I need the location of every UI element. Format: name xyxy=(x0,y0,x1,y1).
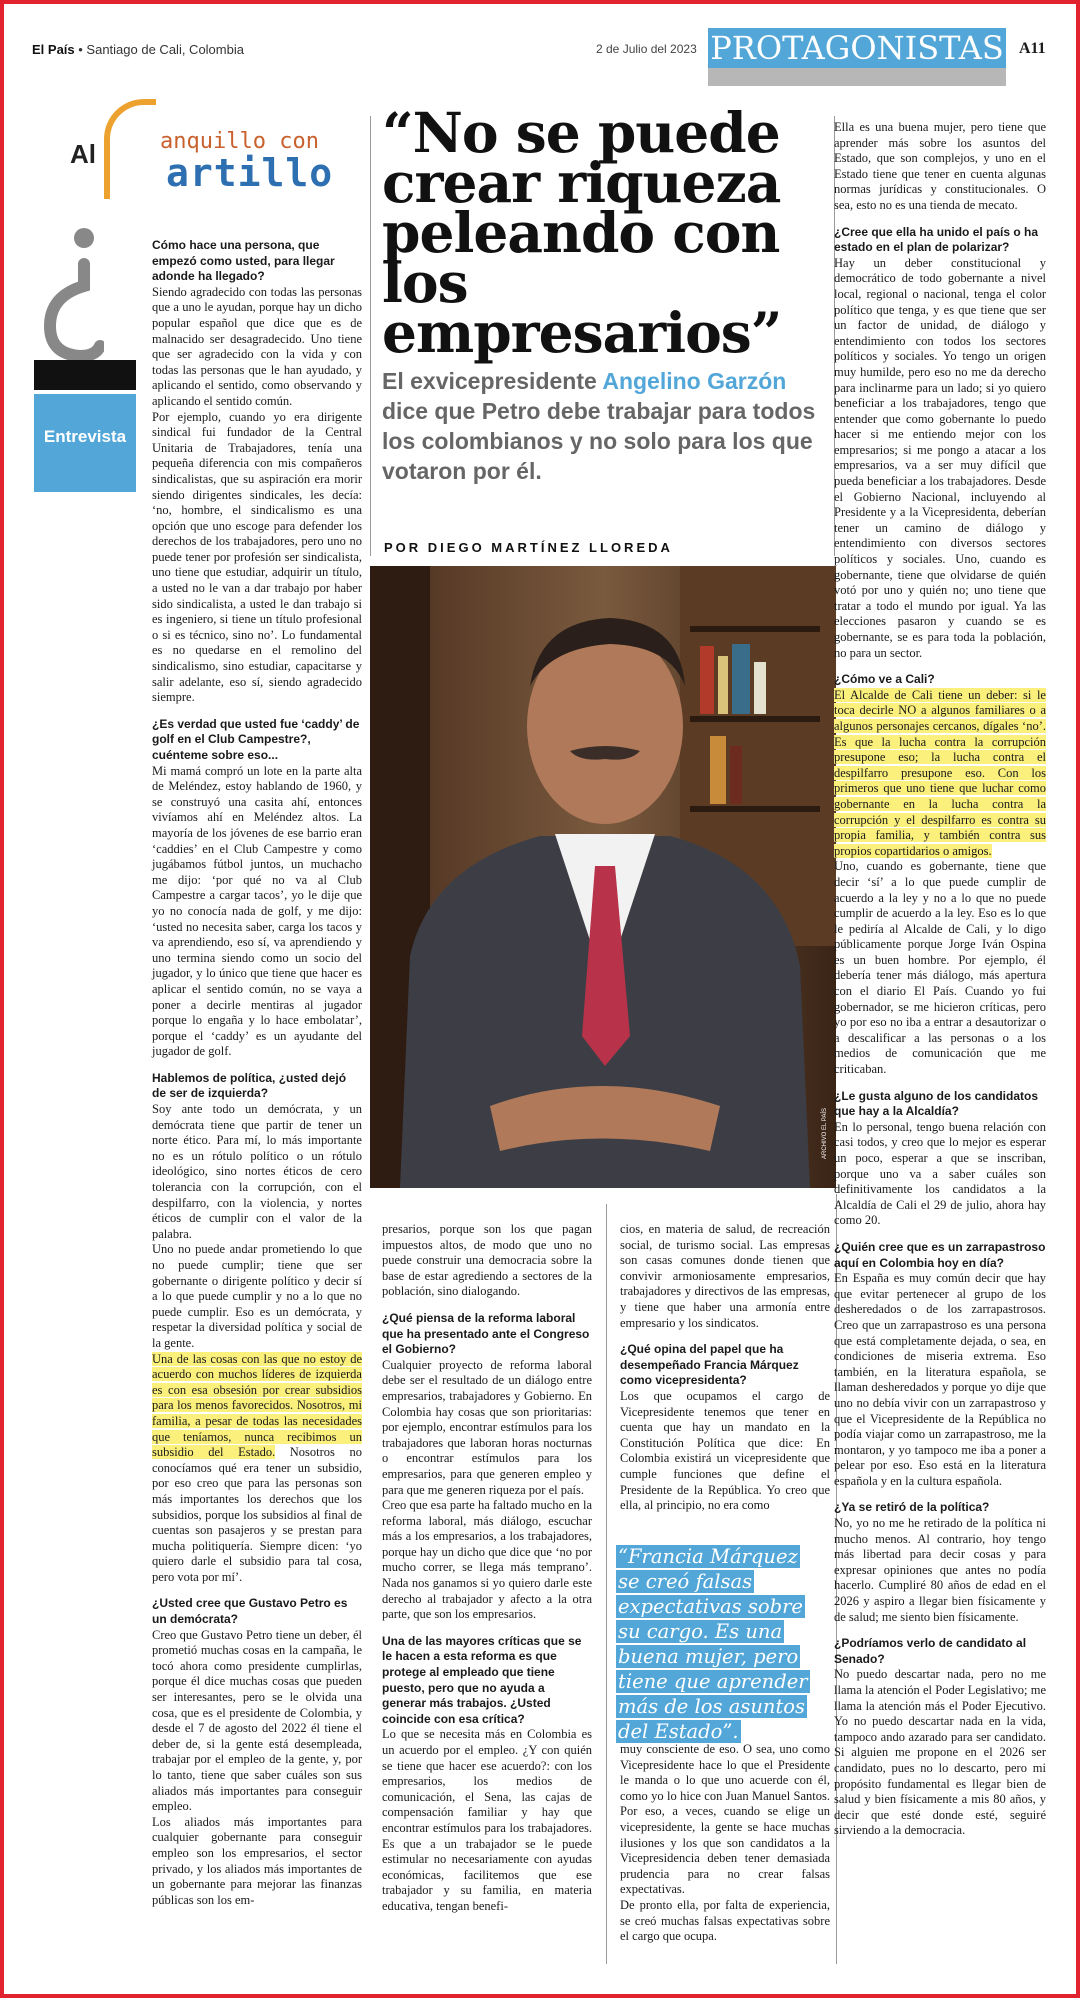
headline: “No se puede crear riqueza peleando con los empresarios” xyxy=(382,100,782,365)
newspaper-name: El País xyxy=(32,42,75,57)
answer-paragraph: muy consciente de eso. O sea, uno como Vicepresidente hace lo que el Presidente le manda o lo que uno acuerde con él, como yo lo hice con Juan Manuel Santos. Por eso, a veces, cuando se elige un vicepresidente, la gente se hace muchas ilusiones y los que son candidatos a la Vicepresidencia deben tener demasiada prudencia para no crear falsas expectativas. xyxy=(620,1742,830,1897)
logo-line-1: anquillo con xyxy=(160,129,319,154)
logo-line-2: artillo xyxy=(166,151,334,195)
answer-paragraph: En lo personal, tengo buena relación con casi todos, y creo que lo mejor es esperar un poco, esperar a que se inscriban, porque uno va a saber cuáles son definitivamente los candidatos a la Alcaldía de Cali el 29 de julio, ahora hay como 20. xyxy=(834,1119,1046,1228)
question: ¿Podríamos verlo de candidato al Senado? xyxy=(834,1636,1027,1666)
question: ¿Le gusta alguno de los candidatos que hay a la Alcaldía? xyxy=(834,1088,1039,1119)
highlighted-text: Una de las cosas con las que no estoy de acuerdo con muchos líderes de izquierda es con esa obsesión por crear subsidios para los menos favorecidos. Nosotros, mi familia, a pesar de todas las necesidades que teníamos, nunca recibimos un subsidio del Estado. xyxy=(152,1351,362,1460)
answer-paragraph: Creo que esa parte ha faltado mucho en la reforma laboral, más diálogo, escuchar más a los empresarios, a los trabajadores, porque hay un dicho que dice que ‘no por mucho correr, se llega más temprano’. Nada nos ganamos si yo quiero darle este derecho al trabajador y afecto a la otra parte, que son los empresarios. xyxy=(382,1498,592,1622)
question: ¿Cree que ella ha unido el país o ha estado en el plan de polarizar? xyxy=(834,224,1039,255)
answer-paragraph: Uno, cuando es gobernante, tiene que decir ‘sí’ a lo que puede cumplir de acuerdo a la ley y no a lo que no puede cumplir de acuerdo a la ley. Eso es lo que le pediría al Alcalde de Cali, y lo digo públicamente porque Jorge Iván Ospina es un buen hombre. Por ejemplo, él debería tener más diálogo, más apertura con el diario El País. Cuando yo fui gobernador, se me hicieron críticas, pero yo por eso no iba a entrar a desautorizar o a descalificar a las personas o a los medios de comunicación que me criticaban. xyxy=(834,859,1046,1077)
answer-paragraph: Soy ante todo un demócrata, y un demócrata tiene que partir de tener un norte ético. Para mí, lo más importante no es un rótulo político o un rótulo ideológico, sino nortes éticos de cero tolerancia con la corrupción, con el despilfarro, con la violencia, y nortes éticos de cumplir con el valor de la palabra. xyxy=(152,1102,362,1241)
answer-paragraph: Los que ocupamos el cargo de Vicepresidente tenemos que tener en cuenta que hay un mandato en la Constitución Política que dice: En Colombia existirá un vicepresidente que cumple funciones que define el Presidente de la República. Yo creo que ella, al principio, no era como xyxy=(620,1388,830,1513)
answer-paragraph: Creo que Gustavo Petro tiene un deber, él prometió muchas cosas en la campaña, le tocó ahora como presidente cumplirlas, porque él dice muchas cosas que pueden ser interesantes, pero se le olvida una cosa, que es el presidente de Colombia, y desde el 7 de agosto del 2022 él tiene el deber de, si la gente está desempleada, trabajar por el empleo de la gente, y, por lo tanto, tiene que saber cuáles son sus aliados más importantes para conseguir empleo. xyxy=(152,1627,362,1814)
answer-paragraph: Siendo agradecido con todas las personas que a uno le ayudan, porque hay un dicho popular español que dice que es de malnacido ser desagradecido. Uno tiene que ser agradecido con la vida y con todas las personas que le han ayudado, y aplicando el sentido, como observando y aplicando el sentido común. xyxy=(152,284,362,408)
answer-paragraph: cios, en materia de salud, de recreación social, de turismo social. Las empresas son casas comunes donde tienen que convivir armoniosamente empresarios, trabajadores y directivos de las empresas, y tiene que haber una armonía entre empresario y los sindicatos. xyxy=(620,1222,830,1330)
answer-paragraph: Ella es una buena mujer, pero tiene que aprender más sobre los asuntos del Estado, que son complejos, y uno en el Estado tiene que tener en cuenta algunas normas jurídicas y constitucionales. O sea, esto no es una tienda de mecato. xyxy=(834,120,1046,212)
logo-arch-shape xyxy=(104,99,156,199)
subheadline xyxy=(382,366,834,486)
answer-paragraph xyxy=(152,1352,362,1586)
text-column-1 xyxy=(152,238,362,1908)
answer-paragraph: Mi mamá compró un lote en la parte alta de Meléndez, estoy hablando de 1960, y se construyó una casita ahí, entonces vivíamos ahí en Meléndez altos. La mayoría de los jóvenes de ese barrio eran ‘caddies’ en el Club Campestre y como jugábamos fútbol juntos, un muchacho me dijo: ‘por qué no va al Club Campestre a cargar tacos’, yo le dije que yo no conocía nada de golf, y me dijo: ‘usted no necesita saber, carga los tacos y va aprendiendo, eso sí, va aprendiendo y uno termina siendo como un socio del jugador, y lo único que tiene que hacer es aplicar el sentido común, no se vaya a poner a decirle mentiras al jugador porque lo engaña y lo hace embolatar’, porque el ‘caddy’ es un ayudante del jugador de golf. xyxy=(152,763,362,1059)
sidebar-black-bar xyxy=(34,360,136,390)
page-number: A11 xyxy=(1019,40,1046,57)
question: ¿Usted cree que Gustavo Petro es un demócrata? xyxy=(152,1596,348,1627)
highlighted-text: El Alcalde de Cali tiene un deber: si le toca decirle NO a algunos familiares o a algunos personajes cercanos, dígales ‘no’. Es que la lucha contra la corrupción presupone eso; la lucha contra el despilfarro presupone eso. Con los primeros que uno tiene que luchar como gobernante en la lucha contra la corrupción y el despilfarro es contra su propia familia, y también contra sus propios copartidarios o amigos. xyxy=(834,687,1046,858)
pull-quote-text: “Francia Márquez se creó falsas expectativas sobre su cargo. Es una buena mujer, pero tiene que aprender más de los asuntos del Estado”. xyxy=(618,1545,808,1743)
portrait-photo xyxy=(370,566,836,1188)
question: Una de las mayores críticas que se le hacen a esta reforma es que protege al empleado que tiene puesto, pero que no ayuda a generar más trabajos. ¿Usted coincide con esa crítica? xyxy=(382,1633,582,1726)
question: Hablemos de política, ¿usted dejó de ser de izquierda? xyxy=(152,1070,347,1101)
question: ¿Cómo ve a Cali? xyxy=(834,672,935,687)
answer-paragraph xyxy=(834,688,1046,860)
question: ¿Es verdad que usted fue ‘caddy’ de golf en el Club Campestre?, cuénteme sobre eso... xyxy=(152,716,360,762)
question: ¿Qué opina del papel que ha desempeñado Francia Márquez como vicepresidenta? xyxy=(620,1342,799,1388)
question: ¿Quién cree que es un zarrapastroso aquí en Colombia hoy en día? xyxy=(834,1239,1046,1270)
answer-paragraph: Lo que se necesita más en Colombia es un acuerdo por el empleo. ¿Y con quién se tiene que hacer ese acuerdo?: con los empresarios, los medios de comunicación, el Sena, las cajas de compensación familiar y hay que encontrar estímulos para los trabajadores. Es que a un trabajador se le puede estimular no necesariamente con ayudas económicas, facilitemos que ese trabajador y su familia, en materia educativa, tengan benefi- xyxy=(382,1727,592,1913)
answer-paragraph: En España es muy común decir que hay que evitar pertenecer al grupo de los desheredados o de los zarrapastrosos. Creo que un zarrapastroso es una persona que está completamente dejada, o sea, en condiciones de miseria extrema. Eso también, en la literatura española, se llaman desheredados y porque yo dije que uno no debía vivir con un zarrapastroso y que el Vicepresidente de la República no podía viajar como un zarrapastroso, me la montaron, y yo tampoco me iba a poner a pelear por eso. Eso está en la literatura española y en la cultura española. xyxy=(834,1271,1046,1488)
answer-paragraph: presarios, porque son los que pagan impuestos altos, de modo que uno no puede construir una democracia sobre la base de estar agrediendo a sectores de la población, sino dialogando. xyxy=(382,1222,592,1299)
text-column-3-continued xyxy=(620,1742,830,1945)
answer-paragraph: No puedo descartar nada, pero no me llama la atención el Poder Legislativo; me llama la atención más el Poder Ejecutivo. Yo no puedo descartar nada en la vida, tampoco ando azarado para ser candidato. Si alguien me propone en el 2026 ser candidato, pues no lo descarto, pero mi propósito fundamental es llegar bien de salud y bien físicamente a mis 80 años, y decir que esté donde esté, seguiré sirviendo a la democracia. xyxy=(834,1667,1046,1838)
column-logo xyxy=(40,99,340,209)
inverted-question-mark-icon xyxy=(40,222,104,362)
answer-paragraph: Por ejemplo, cuando yo era dirigente sindical fui fundador de la Central Unitaria de Trabajadores, tenía una pequeña diferencia con mis compañeros sindicalistas, que su aspiración era morir siendo dirigentes sindicales, les decía: ‘no, hombre, el sindicalismo es una opción que uno escoge para defender los derechos de los trabajadores, pero uno no puede tener por profesión ser sindicalista, uno tiene que estudiar, adquirir un título, a usted no le van a dar trabajo por haber sido sindicalista, a usted le dan trabajo si es ingeniero, si tiene un título profesional o si es técnico, sino no’. Lo fundamental es no quedarse en el remolino del sindicalismo, sino estudiar, capacitarse y salir adelante, eso sí, siendo agradecido siempre. xyxy=(152,409,362,705)
pull-quote xyxy=(616,1544,812,1744)
column-rule xyxy=(370,116,371,556)
answer-paragraph: De pronto ella, por falta de experiencia, se creó muchas falsas expectativas sobre el cargo que ocupa. xyxy=(620,1897,830,1944)
text-column-3 xyxy=(620,1222,830,1514)
answer-paragraph: Cualquier proyecto de reforma laboral debe ser el resultado de un diálogo entre empresarios, trabajadores y Gobierno. En Colombia hay cosas que son prioritarias: por ejemplo, encontrar estímulos para los trabajadores que laboran horas nocturnas o encontrar estímulos para los empresarios, para que generen empleo y para que me generen riqueza por el país. xyxy=(382,1357,592,1497)
subhead-person-name: Angelino Garzón xyxy=(602,368,787,394)
issue-date: 2 de Julio del 2023 xyxy=(596,42,697,56)
answer-paragraph: Uno no puede andar prometiendo lo que no puede cumplir; tiene que ser gobernante o dirigente político y decir sí a lo que puede cumplir y no a lo que no puede cumplir. Eso es un demócrata, y respetar la diversidad política y social de la gente. xyxy=(152,1242,362,1350)
text-column-2 xyxy=(382,1222,592,1915)
city-label: • Santiago de Cali, Colombia xyxy=(78,42,244,57)
genre-label: Entrevista xyxy=(43,427,127,446)
question: Cómo hace una persona, que empezó como usted, para llegar adonde ha llegado? xyxy=(152,238,335,284)
answer-paragraph: Hay un deber constitucional y democrático de todo gobernante a nivel local, regional o nacional, tenga el color político que tenga, y es que tiene que ser un factor de unidad, de diálogo y entendimiento con todos los sectores políticos y sociales. Yo tengo un origen muy humilde, pero eso no me da derecho para inclinarme para un lado; si yo quiero beneficiar a los trabajadores, tengo que entender que como gobernante lo puedo hacer si me entiendo mejor con los empresarios; si me pongo a atacar a los empresarios, va a ser muy difícil que pueda beneficiar a los trabajadores. Desde el Gobierno Nacional, incluyendo al Presidente y a la Vicepresidenta, deberían tener un camino de diálogo y entendimiento con diversos sectores políticos y sociales. Uno, cuando es gobernante, tiene que olvidarse de quién votó por uno y quién no; uno tiene que tratar a todo el mundo por igual. Ya las elecciones pasaron y cuando se es gobernante, se es para toda la población, no para un sector. xyxy=(834,255,1046,660)
subhead-text: dice que Petro debe trabajar para todos los colombianos y no solo para los que votaron por él. xyxy=(382,398,816,484)
text-column-4 xyxy=(834,120,1046,1839)
answer-paragraph: Los aliados más importantes para cualquier gobernante para conseguir empleo son los empresarios, el sector privado, y los aliados más importantes de un gobernante para mejorar las finanzas públicas son los em- xyxy=(152,1814,362,1907)
subhead-text: El exvicepresidente xyxy=(382,368,603,394)
question: ¿Qué piensa de la reforma laboral que ha presentado ante el Congreso el Gobierno? xyxy=(382,1310,590,1357)
column-rule xyxy=(606,1204,607,1964)
question: ¿Ya se retiró de la política? xyxy=(834,1500,990,1515)
byline: POR DIEGO MARTÍNEZ LLOREDA xyxy=(384,540,673,555)
answer-paragraph: No, yo no me he retirado de la política ni mucho menos. Al contrario, hoy tengo más libertad para decir cosas y para expresar opiniones que antes no podía hacerlo. Cumpliré 80 años de edad en el 2026 y aspiro a llegar bien físicamente y de salud; me siento bien físicamente. xyxy=(834,1516,1046,1624)
answer-text: Nosotros no conocíamos qué era tener un subsidio, por eso creo que para las personas son más importantes los derechos que los subsidios, porque los subsidios al final de cuentas son pasajeros y se prestan para mucha politiquería. Siempre dicen: ‘yo quiero darle el subsidio para tal cosa, pero vota por mí’. xyxy=(152,1445,362,1584)
section-title: PROTAGONISTAS xyxy=(708,28,1006,68)
photo-credit: ARCHIVO EL PAÍS xyxy=(822,1107,828,1159)
logo-al: Al xyxy=(70,139,96,169)
portrait-illustration xyxy=(370,566,836,1188)
